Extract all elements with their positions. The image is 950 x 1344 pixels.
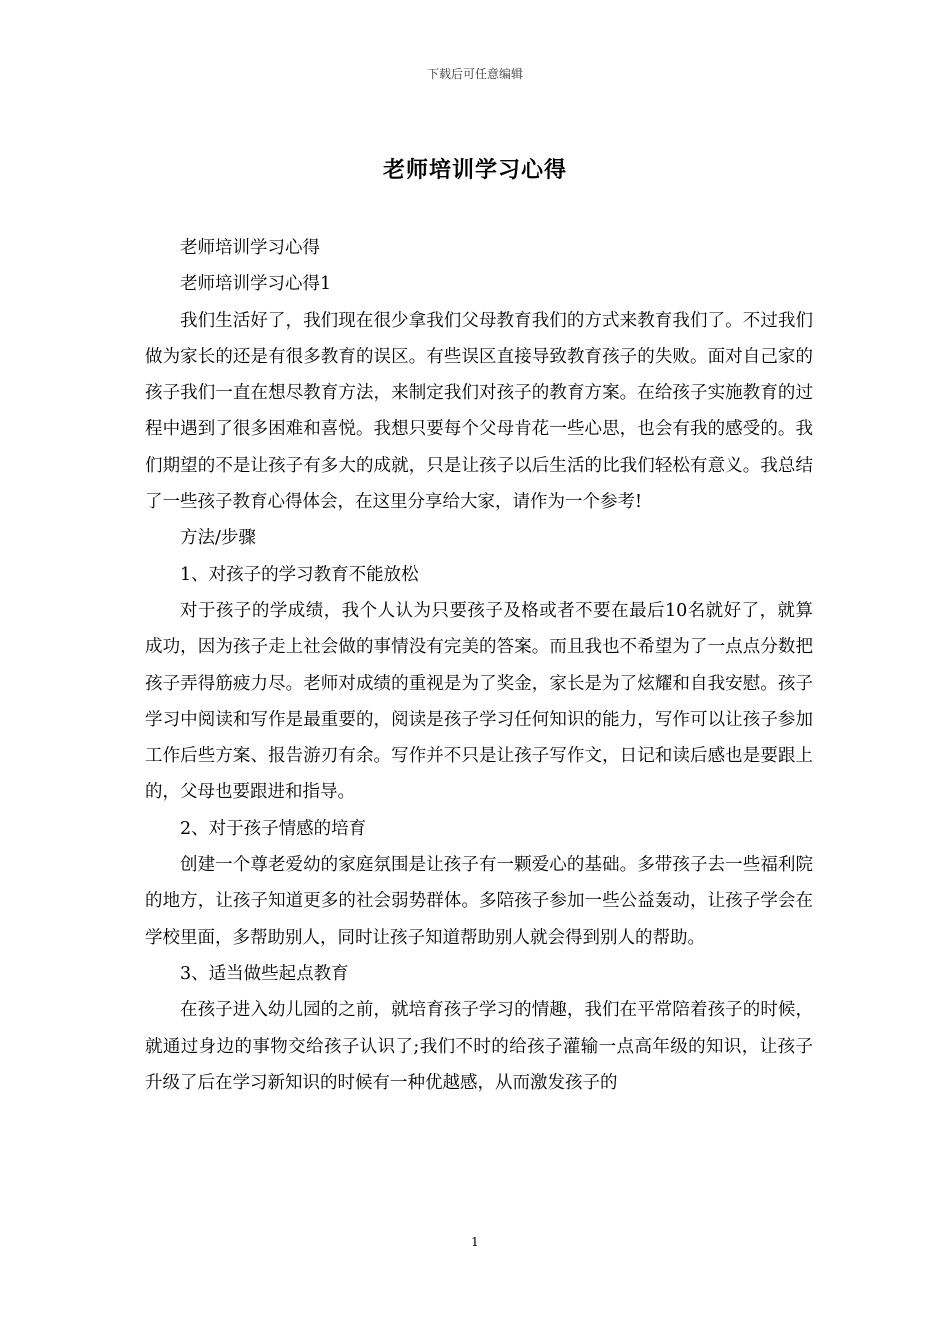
page-header-note: 下载后可任意编辑 [426, 67, 523, 81]
document-body [145, 230, 813, 1101]
paragraph-step-2-heading: 2、对于孩子情感的培育 [180, 818, 367, 839]
paragraph-method-heading: 方法/步骤 [180, 528, 256, 549]
paragraph-step-2-body: 创建一个尊老爱幼的家庭氛围是让孩子有一颗爱心的基础。多带孩子去一些福利院的地方，让孩子知道更多的社会弱势群体。多陪孩子参加一些公益轰动，让孩子学会在学校里面，多帮助别人，同时让孩子知道帮助别人就会得到别人的帮助。 [145, 855, 813, 948]
page-number: 1 [471, 1235, 479, 1249]
paragraph-step-3-heading: 3、适当做些起点教育 [180, 963, 349, 984]
paragraph-step-1-heading: 1、对孩子的学习教育不能放松 [180, 564, 419, 585]
paragraph-step-3-body: 在孩子进入幼儿园的之前，就培育孩子学习的情趣，我们在平常陪着孩子的时候，就通过身边的事物交给孩子认识了;我们不时的给孩子灌输一点高年级的知识，让孩子升级了后在学习新知识的时候有一种优越感，从而激发孩子的 [145, 1000, 813, 1093]
paragraph-section-title: 老师培训学习心得1 [180, 274, 332, 295]
paragraph-step-1-body: 对于孩子的学成绩，我个人认为只要孩子及格或者不要在最后10名就好了，就算成功，因为孩子走上社会做的事情没有完美的答案。而且我也不希望为了一点点分数把孩子弄得筋疲力尽。老师对成绩的重视是为了奖金，家长是为了炫耀和自我安慰。孩子学习中阅读和写作是最重要的，阅读是孩子学习任何知识的能力，写作可以让孩子参加工作后些方案、报告游刃有余。写作并不只是让孩子写作文，日记和读后感也是要跟上的，父母也要跟进和指导。 [145, 600, 813, 803]
document-title: 老师培训学习心得 [382, 157, 567, 183]
paragraph-intro: 我们生活好了，我们现在很少拿我们父母教育我们的方式来教育我们了。不过我们做为家长的还是有很多教育的误区。有些误区直接导致教育孩子的失败。面对自己家的孩子我们一直在想尽教育方法，来制定我们对孩子的教育方案。在给孩子实施教育的过程中遇到了很多困难和喜悦。我想只要每个父母肯花一些心思，也会有我的感受的。我们期望的不是让孩子有多大的成就，只是让孩子以后生活的比我们轻松有意义。我总结了一些孩子教育心得体会，在这里分享给大家，请作为一个参考! [145, 310, 813, 513]
paragraph-subtitle: 老师培训学习心得 [180, 238, 320, 258]
